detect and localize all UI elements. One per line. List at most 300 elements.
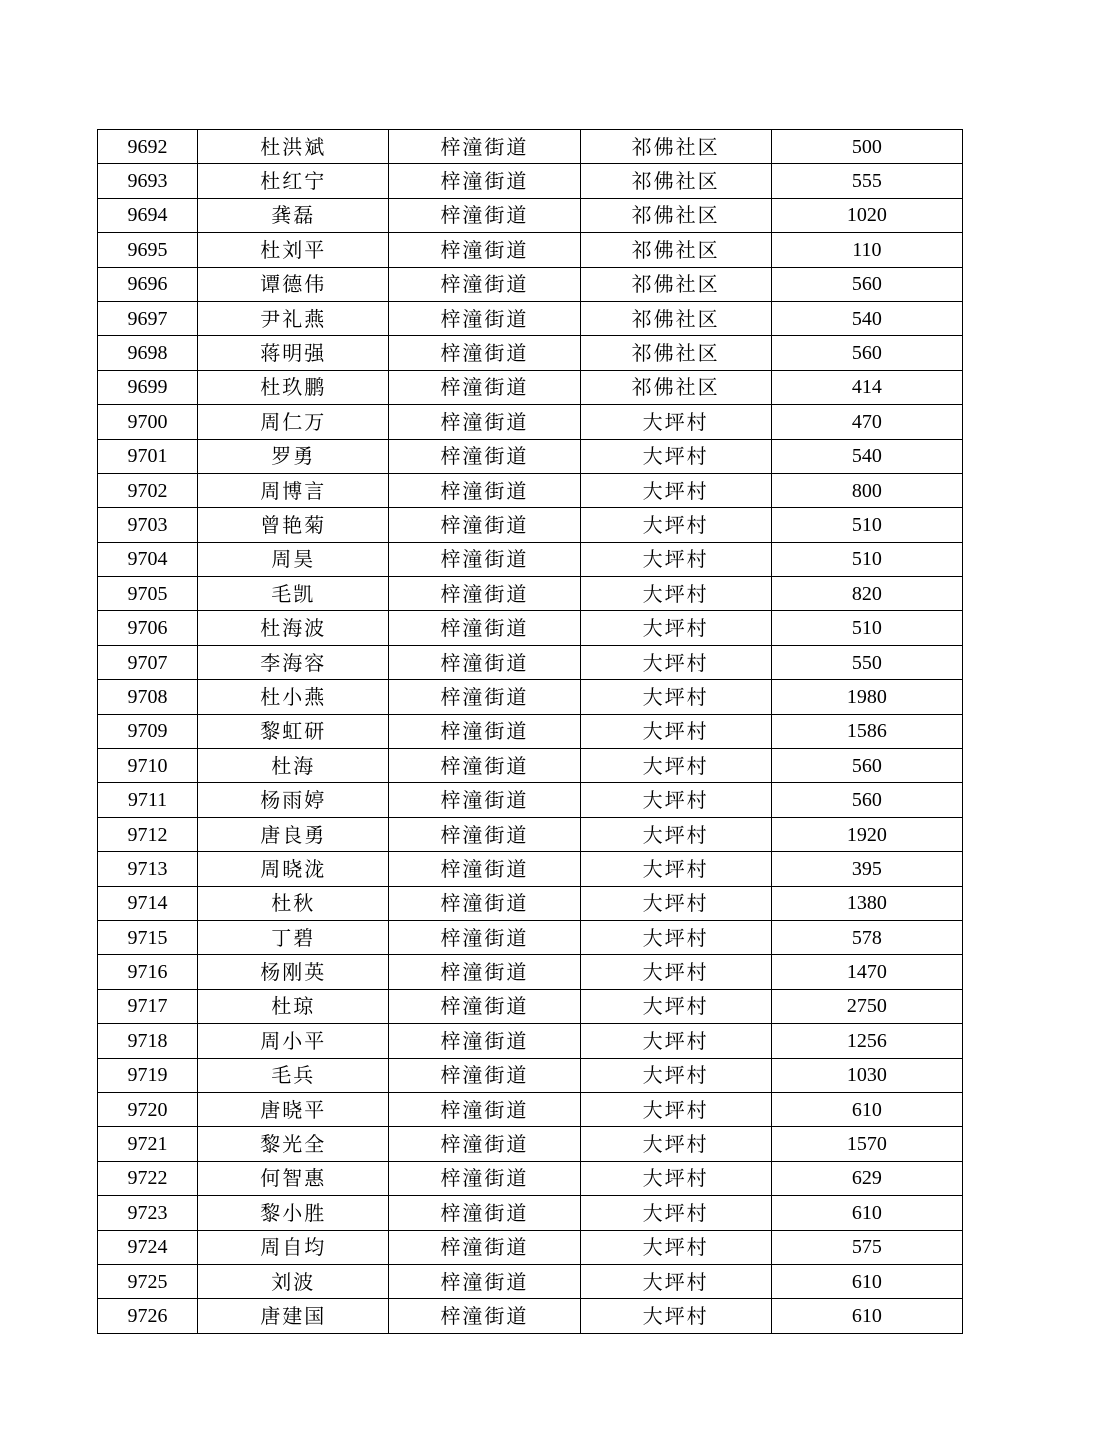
amount-value: 560 [851,754,882,777]
row-id: 9723 [127,1201,168,1224]
amount-cell [771,1299,962,1333]
amount-value: 414 [851,376,882,399]
street-name: 梓潼街道 [440,1269,529,1294]
community-name: 大坪村 [642,719,709,744]
person-name: 杜秋 [271,891,316,916]
table-row [98,714,963,748]
name-cell [198,473,389,507]
street-name: 梓潼街道 [440,272,529,297]
street-cell [389,1299,580,1333]
amount-value: 610 [851,1098,882,1121]
community-cell [580,852,771,886]
row-id: 9708 [127,685,168,708]
amount-value: 1030 [846,1064,887,1087]
amount-value: 510 [851,548,882,571]
amount-cell [771,336,962,370]
person-name: 周晓泷 [260,856,327,881]
row-id: 9701 [127,445,168,468]
community-name: 大坪村 [642,616,709,641]
table-row [98,955,963,989]
amount-cell [771,852,962,886]
community-name: 大坪村 [642,1063,709,1088]
name-cell [198,198,389,232]
community-cell [580,1161,771,1195]
amount-value: 820 [851,582,882,605]
community-name: 祁佛社区 [631,306,720,331]
table-row [98,542,963,576]
row-id: 9720 [127,1098,168,1121]
person-name: 杨雨婷 [260,788,327,813]
data-table [97,129,963,1334]
street-name: 梓潼街道 [440,856,529,881]
street-cell [389,886,580,920]
street-name: 梓潼街道 [440,547,529,572]
street-cell [389,749,580,783]
row-id-cell [98,1196,198,1230]
table-row [98,611,963,645]
street-name: 梓潼街道 [440,341,529,366]
row-id: 9700 [127,410,168,433]
name-cell [198,955,389,989]
name-cell [198,680,389,714]
row-id-cell [98,852,198,886]
row-id: 9725 [127,1270,168,1293]
community-cell [580,233,771,267]
name-cell [198,508,389,542]
street-name: 梓潼街道 [440,753,529,778]
amount-cell [771,1196,962,1230]
amount-value: 470 [851,410,882,433]
person-name: 杨刚英 [260,960,327,985]
amount-cell [771,577,962,611]
name-cell [198,336,389,370]
table-row [98,817,963,851]
street-name: 梓潼街道 [440,1097,529,1122]
row-id: 9694 [127,204,168,227]
person-name: 罗勇 [271,444,316,469]
table-row [98,473,963,507]
row-id-cell [98,1024,198,1058]
name-cell [198,1092,389,1126]
table-row [98,233,963,267]
community-cell [580,336,771,370]
name-cell [198,233,389,267]
table-row [98,164,963,198]
row-id: 9706 [127,617,168,640]
amount-value: 1586 [846,720,887,743]
community-name: 大坪村 [642,1132,709,1157]
amount-value: 550 [851,651,882,674]
amount-cell [771,405,962,439]
table-row [98,301,963,335]
person-name: 谭德伟 [260,272,327,297]
community-cell [580,1196,771,1230]
amount-cell [771,817,962,851]
table-row [98,645,963,679]
amount-cell [771,1230,962,1264]
row-id-cell [98,405,198,439]
row-id-cell [98,955,198,989]
amount-cell [771,680,962,714]
row-id: 9704 [127,548,168,571]
name-cell [198,989,389,1023]
community-name: 祁佛社区 [631,272,720,297]
amount-cell [771,1161,962,1195]
amount-cell [771,989,962,1023]
street-name: 梓潼街道 [440,1200,529,1225]
community-cell [580,405,771,439]
street-name: 梓潼街道 [440,650,529,675]
amount-value: 510 [851,617,882,640]
amount-value: 560 [851,342,882,365]
community-cell [580,749,771,783]
row-id-cell [98,1092,198,1126]
community-name: 大坪村 [642,788,709,813]
row-id: 9703 [127,513,168,536]
table-row [98,852,963,886]
amount-cell [771,886,962,920]
table-row [98,336,963,370]
name-cell [198,1196,389,1230]
community-cell [580,577,771,611]
row-id-cell [98,233,198,267]
community-cell [580,473,771,507]
row-id-cell [98,680,198,714]
community-cell [580,370,771,404]
table-row [98,130,963,164]
row-id-cell [98,267,198,301]
person-name: 周博言 [260,478,327,503]
amount-value: 610 [851,1304,882,1327]
person-name: 唐建国 [260,1303,327,1328]
community-name: 祁佛社区 [631,237,720,262]
table-row [98,508,963,542]
row-id-cell [98,577,198,611]
community-name: 大坪村 [642,1200,709,1225]
name-cell [198,577,389,611]
community-name: 大坪村 [642,753,709,778]
community-name: 大坪村 [642,1235,709,1260]
amount-value: 500 [851,135,882,158]
name-cell [198,1024,389,1058]
table-row [98,267,963,301]
amount-cell [771,1024,962,1058]
amount-cell [771,233,962,267]
street-cell [389,1092,580,1126]
name-cell [198,370,389,404]
street-name: 梓潼街道 [440,1063,529,1088]
table-row [98,749,963,783]
person-name: 周昊 [271,547,316,572]
amount-value: 629 [851,1167,882,1190]
community-cell [580,198,771,232]
row-id-cell [98,439,198,473]
amount-value: 578 [851,926,882,949]
amount-cell [771,749,962,783]
community-cell [580,989,771,1023]
community-name: 祁佛社区 [631,169,720,194]
table-row [98,1299,963,1333]
row-id: 9711 [127,789,168,812]
person-name: 李海容 [260,650,327,675]
amount-cell [771,439,962,473]
community-name: 大坪村 [642,650,709,675]
person-name: 唐晓平 [260,1097,327,1122]
row-id: 9710 [127,754,168,777]
community-cell [580,1024,771,1058]
person-name: 毛兵 [271,1063,316,1088]
street-name: 梓潼街道 [440,788,529,813]
person-name: 杜红宁 [260,169,327,194]
amount-cell [771,267,962,301]
street-name: 梓潼街道 [440,409,529,434]
street-cell [389,301,580,335]
street-name: 梓潼街道 [440,134,529,159]
row-id: 9715 [127,926,168,949]
amount-cell [771,542,962,576]
person-name: 黎虹研 [260,719,327,744]
table-row [98,405,963,439]
community-cell [580,1127,771,1161]
row-id: 9716 [127,961,168,984]
community-name: 大坪村 [642,822,709,847]
street-cell [389,645,580,679]
name-cell [198,611,389,645]
name-cell [198,267,389,301]
person-name: 周小平 [260,1028,327,1053]
amount-value: 510 [851,513,882,536]
row-id: 9702 [127,479,168,502]
community-cell [580,164,771,198]
community-name: 大坪村 [642,925,709,950]
row-id-cell [98,886,198,920]
amount-value: 110 [852,238,882,261]
community-name: 祁佛社区 [631,341,720,366]
street-name: 梓潼街道 [440,925,529,950]
row-id: 9695 [127,238,168,261]
street-cell [389,1161,580,1195]
name-cell [198,301,389,335]
amount-cell [771,1127,962,1161]
community-cell [580,508,771,542]
row-id-cell [98,473,198,507]
amount-cell [771,370,962,404]
amount-cell [771,611,962,645]
community-cell [580,955,771,989]
row-id: 9718 [127,1029,168,1052]
name-cell [198,130,389,164]
amount-cell [771,473,962,507]
row-id: 9724 [127,1236,168,1259]
row-id: 9697 [127,307,168,330]
street-name: 梓潼街道 [440,1166,529,1191]
row-id: 9692 [127,135,168,158]
person-name: 杜刘平 [260,237,327,262]
street-cell [389,783,580,817]
row-id: 9717 [127,995,168,1018]
amount-cell [771,714,962,748]
name-cell [198,783,389,817]
community-cell [580,439,771,473]
street-name: 梓潼街道 [440,1303,529,1328]
person-name: 杜海 [271,753,316,778]
name-cell [198,405,389,439]
community-cell [580,611,771,645]
name-cell [198,542,389,576]
community-name: 大坪村 [642,960,709,985]
community-name: 大坪村 [642,444,709,469]
amount-value: 1380 [846,892,887,915]
amount-cell [771,920,962,954]
amount-value: 555 [851,170,882,193]
table-row [98,1058,963,1092]
community-cell [580,301,771,335]
person-name: 何智惠 [260,1166,327,1191]
street-cell [389,164,580,198]
table-row [98,1161,963,1195]
street-name: 梓潼街道 [440,719,529,744]
community-name: 大坪村 [642,1097,709,1122]
community-name: 祁佛社区 [631,203,720,228]
community-cell [580,783,771,817]
row-id-cell [98,301,198,335]
row-id: 9721 [127,1133,168,1156]
street-cell [389,439,580,473]
person-name: 唐良勇 [260,822,327,847]
street-name: 梓潼街道 [440,822,529,847]
table-row [98,783,963,817]
table-row [98,198,963,232]
community-cell [580,1264,771,1298]
person-name: 蒋明强 [260,341,327,366]
name-cell [198,749,389,783]
row-id-cell [98,1264,198,1298]
community-name: 大坪村 [642,1166,709,1191]
table-row [98,1024,963,1058]
row-id: 9696 [127,273,168,296]
street-cell [389,267,580,301]
street-cell [389,680,580,714]
street-name: 梓潼街道 [440,478,529,503]
community-name: 祁佛社区 [631,134,720,159]
street-cell [389,920,580,954]
street-cell [389,405,580,439]
person-name: 周仁万 [260,409,327,434]
amount-value: 610 [851,1201,882,1224]
person-name: 尹礼燕 [260,306,327,331]
amount-value: 610 [851,1270,882,1293]
street-name: 梓潼街道 [440,1028,529,1053]
street-cell [389,198,580,232]
row-id: 9726 [127,1304,168,1327]
name-cell [198,886,389,920]
amount-cell [771,1058,962,1092]
name-cell [198,817,389,851]
street-cell [389,955,580,989]
community-cell [580,680,771,714]
name-cell [198,645,389,679]
person-name: 杜小燕 [260,684,327,709]
amount-cell [771,783,962,817]
street-name: 梓潼街道 [440,444,529,469]
community-name: 大坪村 [642,581,709,606]
street-name: 梓潼街道 [440,237,529,262]
row-id-cell [98,1161,198,1195]
street-cell [389,1058,580,1092]
table-row [98,1127,963,1161]
community-name: 大坪村 [642,684,709,709]
amount-value: 395 [851,857,882,880]
street-cell [389,542,580,576]
amount-value: 560 [851,273,882,296]
row-id: 9699 [127,376,168,399]
amount-value: 1256 [846,1029,887,1052]
street-cell [389,370,580,404]
community-name: 大坪村 [642,891,709,916]
row-id: 9707 [127,651,168,674]
community-cell [580,1058,771,1092]
community-cell [580,267,771,301]
row-id-cell [98,164,198,198]
street-cell [389,1264,580,1298]
person-name: 杜海波 [260,616,327,641]
street-name: 梓潼街道 [440,684,529,709]
person-name: 曾艳菊 [260,512,327,537]
person-name: 杜洪斌 [260,134,327,159]
community-cell [580,130,771,164]
street-cell [389,130,580,164]
row-id: 9714 [127,892,168,915]
person-name: 杜玖鹏 [260,375,327,400]
person-name: 杜琼 [271,994,316,1019]
name-cell [198,852,389,886]
street-name: 梓潼街道 [440,616,529,641]
row-id-cell [98,989,198,1023]
name-cell [198,1127,389,1161]
community-name: 大坪村 [642,1028,709,1053]
street-name: 梓潼街道 [440,169,529,194]
table-row [98,1264,963,1298]
row-id: 9713 [127,857,168,880]
community-name: 大坪村 [642,1269,709,1294]
street-cell [389,233,580,267]
amount-cell [771,198,962,232]
table-row [98,920,963,954]
community-name: 大坪村 [642,1303,709,1328]
row-id-cell [98,817,198,851]
street-cell [389,1024,580,1058]
row-id-cell [98,542,198,576]
amount-value: 540 [851,445,882,468]
amount-cell [771,130,962,164]
street-name: 梓潼街道 [440,1235,529,1260]
community-name: 大坪村 [642,409,709,434]
community-name: 大坪村 [642,478,709,503]
name-cell [198,1161,389,1195]
amount-value: 1020 [846,204,887,227]
row-id: 9712 [127,823,168,846]
row-id-cell [98,336,198,370]
community-cell [580,920,771,954]
amount-cell [771,1264,962,1298]
row-id: 9705 [127,582,168,605]
community-cell [580,542,771,576]
street-name: 梓潼街道 [440,1132,529,1157]
street-cell [389,852,580,886]
community-name: 大坪村 [642,856,709,881]
street-cell [389,611,580,645]
amount-value: 2750 [846,995,887,1018]
